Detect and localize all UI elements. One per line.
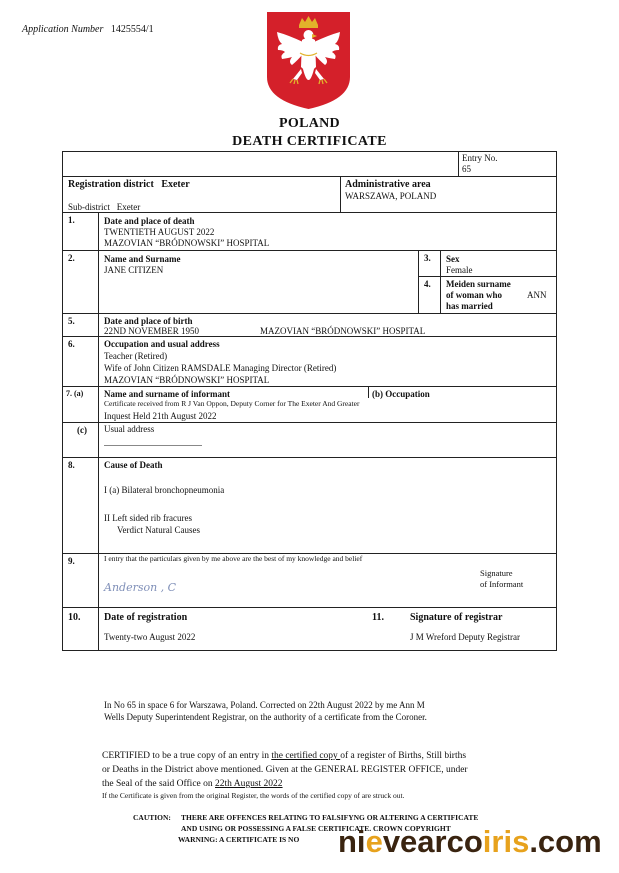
certified-line-1 [102, 750, 466, 763]
row-divider [62, 176, 557, 177]
watermark-part-5: .com [529, 824, 602, 859]
s6-label: Occupation and usual address [104, 339, 220, 349]
s4-number: 4. [424, 279, 431, 289]
table-border-right [556, 151, 557, 651]
certified-line-2: or Deaths in the District above mentioned. Given at the GENERAL REGISTER OFFICE, under [102, 765, 468, 775]
row-divider [62, 250, 557, 251]
subdistrict-label: Sub-district [68, 202, 110, 212]
application-number [22, 24, 154, 35]
correction-line-1: In No 65 in space 6 for Warszawa, Poland. Corrected on 22th August 2022 by me Ann M [104, 700, 425, 710]
table-border-bottom [62, 650, 557, 651]
application-label: Application Number [22, 24, 104, 35]
s7-line1: Certificate received from R J Van Oppon, Deputy Corner for The Exeter And Greater [104, 399, 360, 408]
s7-label: Name and surname of informant [104, 389, 230, 399]
subdistrict-value: Exeter [116, 202, 141, 212]
watermark-part-3: vearco [382, 824, 483, 859]
caution-line-1: THERE ARE OFFENCES RELATING TO FALSIFYNG OR ALTERING A CERTIFICATE [181, 813, 479, 822]
number-column-divider [98, 212, 99, 650]
row-divider [62, 212, 557, 213]
s7c-label: Usual address [104, 424, 155, 434]
s9-text: I entry that the particulars given by me above are the best of my knowledge and belief [104, 554, 363, 563]
certified-l1c: of a register of Births, Still births [340, 751, 467, 761]
site-watermark [338, 824, 602, 860]
entry-label: Entry No. [462, 153, 498, 163]
s6-line2: Wife of John Citizen RAMSDALE Managing Director (Retired) [104, 363, 337, 373]
admin-divider [340, 176, 341, 212]
s3-number: 3. [424, 253, 431, 263]
s5-number: 5. [68, 316, 75, 326]
s7c-number: (c) [77, 425, 87, 435]
caution-label: CAUTION: [133, 813, 171, 822]
s2-number: 2. [68, 253, 75, 263]
s7-occupation-label: (b) Occupation [372, 389, 430, 399]
table-border-top [62, 151, 557, 152]
s11-value: J M Wreford Deputy Registrar [410, 632, 520, 642]
s9-signature-label-2: of Informant [480, 579, 524, 589]
polish-emblem-icon [266, 11, 351, 110]
certified-date: 22th August 2022 [215, 779, 283, 789]
certified-l3a: the Seal of the said Office on [102, 779, 215, 789]
watermark-part-2: e [365, 824, 383, 859]
watermark-part-1: ni [338, 824, 366, 859]
s1-line2: MAZOVIAN “BRÓDNOWSKI” HOSPITAL [104, 238, 270, 248]
s9-number: 9. [68, 556, 75, 566]
s4-value: ANN [527, 290, 547, 300]
entry-divider [458, 151, 459, 177]
s1-number: 1. [68, 215, 75, 225]
admin-area-value: WARSZAWA, POLAND [345, 191, 437, 201]
caution-line-2: AND USING OR POSSESSING A FALSE CERTIFICATE. CROWN COPYRIGHT [181, 824, 451, 833]
address-line [104, 445, 202, 446]
registration-district [68, 179, 190, 190]
s2-value: JANE CITIZEN [104, 265, 164, 275]
row-divider [62, 457, 557, 458]
s9-signature-label-1: Signature [480, 568, 513, 578]
certified-l1a: CERTIFIED to be a true copy of an entry in [102, 751, 272, 761]
warning-text: WARNING: A CERTIFICATE IS NO [178, 835, 300, 844]
s11-label: Signature of registrar [410, 612, 503, 623]
application-value: 1425554/1 [110, 24, 154, 35]
row-divider [62, 607, 557, 608]
entry-value: 65 [462, 164, 471, 174]
informant-signature: Anderson , C [104, 581, 177, 594]
s5-place: MAZOVIAN “BRÓDNOWSKI” HOSPITAL [260, 326, 426, 336]
certified-l1b: the certified copy [271, 751, 341, 761]
country-title: POLAND [279, 116, 340, 131]
certificate-title: DEATH CERTIFICATE [232, 134, 387, 149]
row-divider [418, 276, 556, 277]
s6-line1: Teacher (Retired) [104, 351, 168, 361]
admin-area-label: Administrative area [345, 179, 431, 190]
row-divider [62, 313, 557, 314]
s3-label-divider [440, 250, 441, 314]
s8-line1: I (a) Bilateral bronchopneumonia [104, 485, 225, 495]
district-value: Exeter [161, 179, 190, 190]
row-divider [62, 422, 557, 423]
s10-label: Date of registration [104, 612, 188, 623]
s1-label: Date and place of death [104, 216, 195, 226]
s3-value: Female [446, 265, 473, 275]
s8-label: Cause of Death [104, 460, 163, 470]
s7-line2: Inquest Held 21th August 2022 [104, 411, 217, 421]
s11-number: 11. [372, 612, 384, 623]
s3-divider [418, 250, 419, 314]
row-divider [62, 386, 557, 387]
certified-line-3 [102, 778, 283, 791]
row-divider [62, 336, 557, 337]
s10-value: Twenty-two August 2022 [104, 632, 196, 642]
s6-number: 6. [68, 339, 75, 349]
s6-line3: MAZOVIAN “BRÓDNOWSKI” HOSPITAL [104, 375, 270, 385]
s8-line2: II Left sided rib fracures [104, 513, 192, 523]
s4-label-3: has married [446, 301, 493, 311]
s4-label-1: Meiden surname [446, 279, 511, 289]
s1-line1: TWENTIETH AUGUST 2022 [104, 227, 215, 237]
watermark-part-4: iris [482, 824, 530, 859]
correction-line-2: Wells Deputy Superintendent Registrar, on the authority of a certificate from the Coroner. [104, 712, 427, 722]
district-label: Registration district [68, 179, 154, 190]
s10-number: 10. [68, 612, 81, 623]
s7-occupation-divider [368, 386, 369, 398]
certified-note: If the Certificate is given from the original Register, the words of the certified copy of are struck out. [102, 791, 405, 800]
s2-label: Name and Surname [104, 254, 181, 264]
table-border-left [62, 151, 63, 651]
s8-line3: Verdict Natural Causes [117, 525, 200, 535]
s4-label-2: of woman who [446, 290, 503, 300]
s5-label: Date and place of birth [104, 316, 193, 326]
s5-date: 22ND NOVEMBER 1950 [104, 326, 200, 336]
s8-number: 8. [68, 460, 75, 470]
s3-label: Sex [446, 254, 460, 264]
s7-number: 7. (a) [66, 389, 84, 398]
